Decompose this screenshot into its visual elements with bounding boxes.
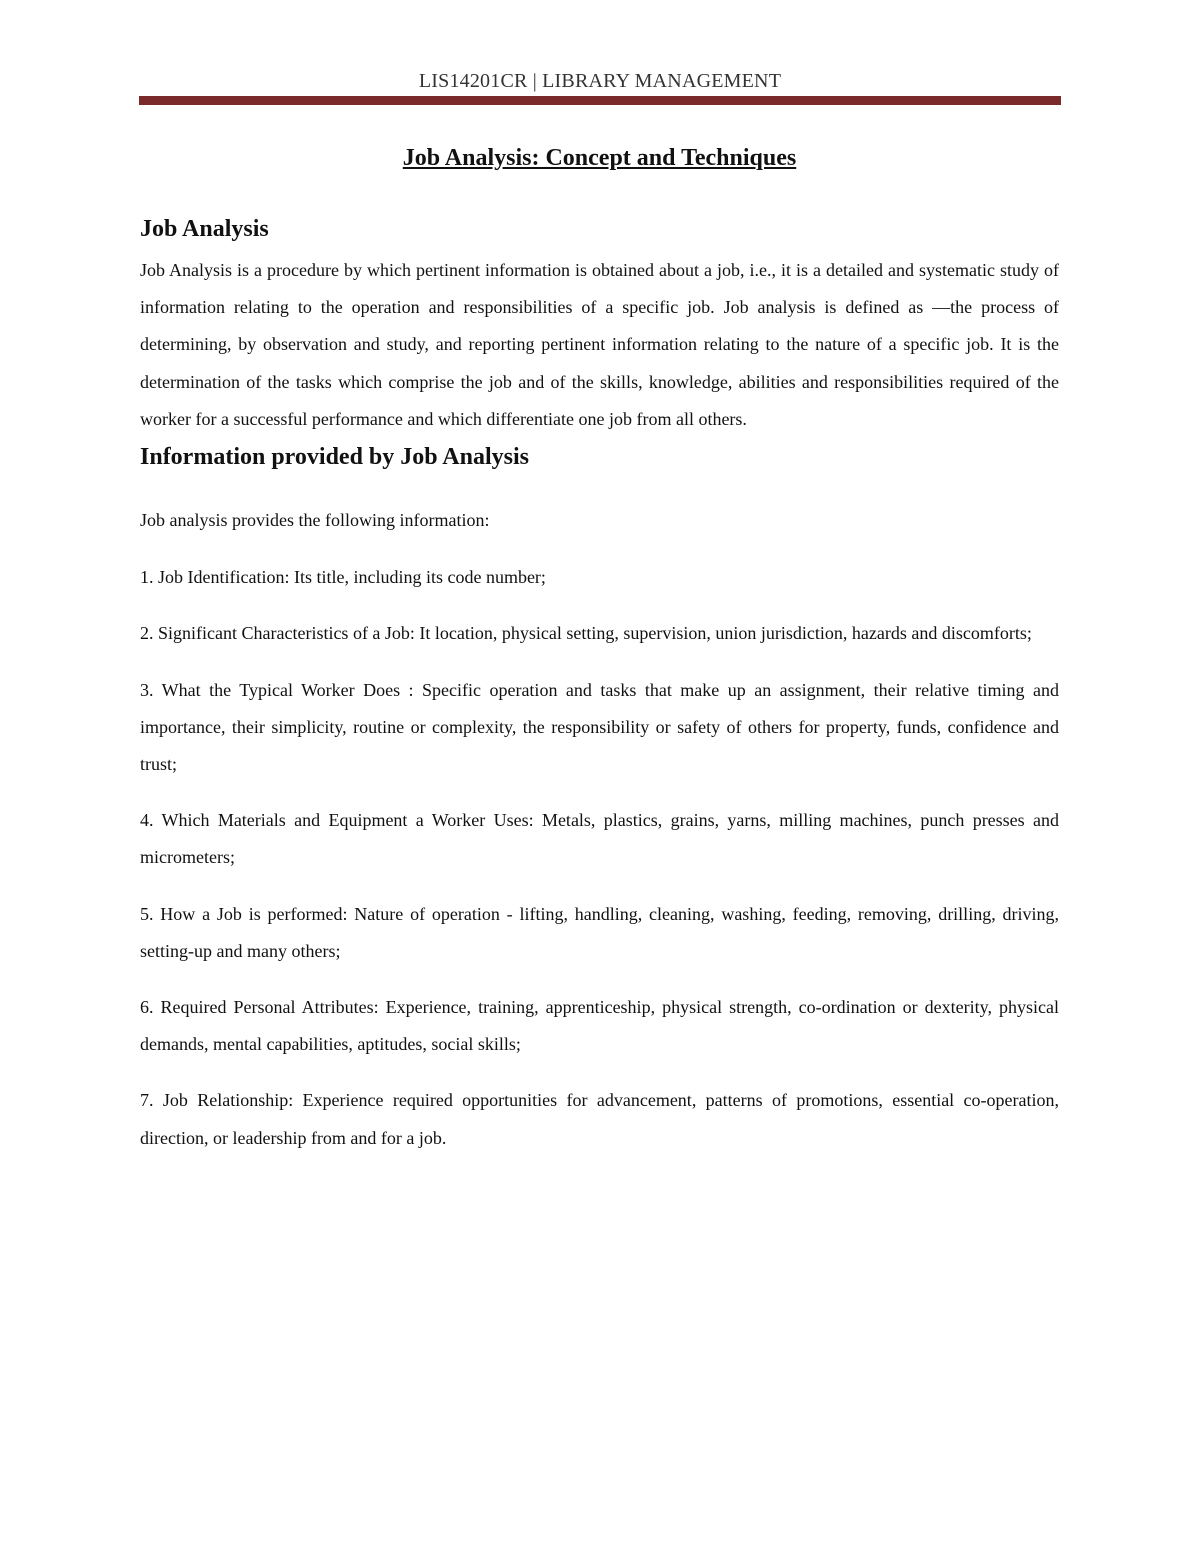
job-analysis-paragraph: Job Analysis is a procedure by which pertinent information is obtained about a job, i.e., it is a detailed and systematic study of information relating to the operation and responsibilities of a specific job. Job analysis is defined as —the process of determining, by observation and study, and reporting pertinent information relating to the nature of a specific job. It is the determination of the tasks which comprise the job and of the skills, knowledge, abilities and responsibilities required of the worker for a successful performance and which differentiate one job from all others. [140,260,1059,429]
list-item-significant-characteristics: 2. Significant Characteristics of a Job: It location, physical setting, supervision, union jurisdiction, hazards and discomforts; [140,623,1032,644]
document-body [140,140,1059,1176]
list-intro: Job analysis provides the following information: [140,510,490,531]
document-title: Job Analysis: Concept and Techniques [402,145,797,171]
list-item-job-identification: 1. Job Identification: Its title, including its code number; [140,567,546,588]
running-header: LIS14201CR | LIBRARY MANAGEMENT [418,70,782,92]
list-item-how-job-performed: 5. How a Job is performed: Nature of operation - lifting, handling, cleaning, washing, feeding, removing, drilling, driving, setting-up and many others; [140,903,1059,961]
list-item-typical-worker-does: 3. What the Typical Worker Does : Specific operation and tasks that make up an assignment, their relative timing and importance, their simplicity, routine or complexity, the responsibility or safety of others for property, funds, confidence and trust; [140,679,1059,775]
list-item-materials-equipment: 4. Which Materials and Equipment a Worker Uses: Metals, plastics, grains, yarns, milling machines, punch presses and micrometers; [140,810,1059,868]
header-rule [139,96,1061,105]
list-item-job-relationship: 7. Job Relationship: Experience required opportunities for advancement, patterns of promotions, essential co-operation, direction, or leadership from and for a job. [140,1090,1059,1148]
list-item-personal-attributes: 6. Required Personal Attributes: Experience, training, apprenticeship, physical strength, co-ordination or dexterity, physical demands, mental capabilities, aptitudes, social skills; [140,997,1059,1055]
section-heading-information-provided: Information provided by Job Analysis [140,444,529,471]
section-heading-job-analysis: Job Analysis [140,216,269,242]
